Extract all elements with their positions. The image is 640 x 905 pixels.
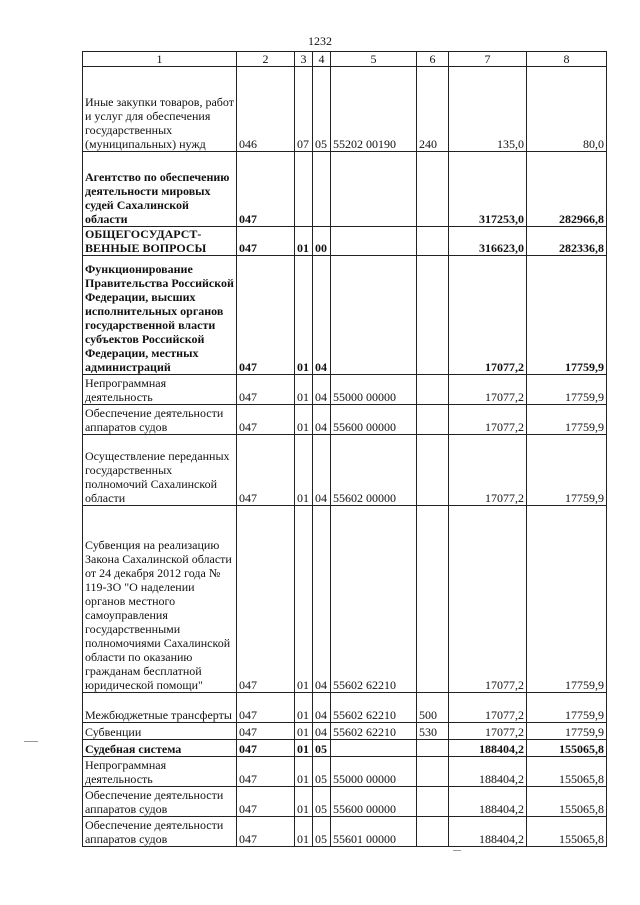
target-article-code	[331, 256, 417, 375]
target-article-code: 55602 62210	[331, 506, 417, 693]
subsection-code: 00	[313, 227, 331, 256]
row-name: Непрограммная деятельность	[83, 757, 237, 787]
expense-type-code	[417, 757, 449, 787]
amount-year-1: 317253,0	[449, 152, 527, 227]
amount-year-2: 80,0	[527, 67, 607, 152]
ministry-code: 046	[237, 67, 295, 152]
ministry-code: 047	[237, 723, 295, 740]
table-row	[83, 435, 607, 506]
row-name: Непрограммная деятельность	[83, 375, 237, 405]
section-code: 01	[295, 506, 313, 693]
target-article-code: 55000 00000	[331, 375, 417, 405]
section-code: 01	[295, 740, 313, 757]
ministry-code: 047	[237, 757, 295, 787]
scan-mark	[453, 850, 461, 851]
target-article-code: 55600 00000	[331, 405, 417, 435]
amount-year-2: 155065,8	[527, 740, 607, 757]
row-name: ОБЩЕГОСУДАРСТ-ВЕННЫЕ ВОПРОСЫ	[83, 227, 237, 256]
ministry-code: 047	[237, 405, 295, 435]
subsection-code: 04	[313, 723, 331, 740]
amount-year-1: 188404,2	[449, 757, 527, 787]
table-row	[83, 757, 607, 787]
table-row	[83, 67, 607, 152]
subsection-code: 04	[313, 435, 331, 506]
amount-year-2: 155065,8	[527, 817, 607, 847]
subsection-code: 04	[313, 375, 331, 405]
column-number: 6	[417, 52, 449, 67]
ministry-code: 047	[237, 227, 295, 256]
subsection-code: 05	[313, 757, 331, 787]
table-row	[83, 227, 607, 256]
subsection-code: 05	[313, 67, 331, 152]
table-row	[83, 693, 607, 723]
column-number: 5	[331, 52, 417, 67]
column-number: 2	[237, 52, 295, 67]
expense-type-code	[417, 787, 449, 817]
row-name: Иные закупки товаров, работ и услуг для обеспечения государственных (муниципальных) нужд	[83, 67, 237, 152]
target-article-code: 55202 00190	[331, 67, 417, 152]
ministry-code: 047	[237, 152, 295, 227]
section-code	[295, 152, 313, 227]
target-article-code: 55000 00000	[331, 757, 417, 787]
section-code: 01	[295, 757, 313, 787]
target-article-code	[331, 227, 417, 256]
ministry-code: 047	[237, 740, 295, 757]
amount-year-1: 188404,2	[449, 740, 527, 757]
row-name: Субвенции	[83, 723, 237, 740]
row-name: Осуществление переданных государственных полномочий Сахалинской области	[83, 435, 237, 506]
amount-year-1: 316623,0	[449, 227, 527, 256]
amount-year-1: 17077,2	[449, 435, 527, 506]
amount-year-1: 17077,2	[449, 693, 527, 723]
amount-year-1: 17077,2	[449, 723, 527, 740]
amount-year-1: 17077,2	[449, 256, 527, 375]
budget-table	[82, 51, 607, 847]
amount-year-2: 155065,8	[527, 787, 607, 817]
target-article-code	[331, 740, 417, 757]
section-code: 01	[295, 817, 313, 847]
expense-type-code: 500	[417, 693, 449, 723]
row-name: Субвенция на реализацию Закона Сахалинской области от 24 декабря 2012 года № 119-ЗО "О наделении органов местного самоуправления государственными полномочиями Сахалинской области по оказанию гражданам бесплатной юридической помощи"	[83, 506, 237, 693]
amount-year-1: 188404,2	[449, 787, 527, 817]
expense-type-code	[417, 405, 449, 435]
target-article-code	[331, 152, 417, 227]
amount-year-2: 17759,9	[527, 405, 607, 435]
section-code: 01	[295, 375, 313, 405]
column-number: 1	[83, 52, 237, 67]
table-row	[83, 787, 607, 817]
target-article-code: 55602 00000	[331, 435, 417, 506]
amount-year-1: 17077,2	[449, 375, 527, 405]
amount-year-1: 188404,2	[449, 817, 527, 847]
page-number: 1232	[308, 34, 332, 48]
table-row	[83, 152, 607, 227]
subsection-code: 04	[313, 256, 331, 375]
subsection-code: 04	[313, 506, 331, 693]
table-row	[83, 405, 607, 435]
section-code: 01	[295, 405, 313, 435]
scan-mark	[24, 741, 38, 742]
ministry-code: 047	[237, 256, 295, 375]
ministry-code: 047	[237, 375, 295, 405]
amount-year-2: 17759,9	[527, 506, 607, 693]
table-row	[83, 256, 607, 375]
column-number: 7	[449, 52, 527, 67]
row-name: Обеспечение деятельности аппаратов судов	[83, 817, 237, 847]
target-article-code: 55602 62210	[331, 693, 417, 723]
section-code: 01	[295, 693, 313, 723]
table-row	[83, 740, 607, 757]
ministry-code: 047	[237, 817, 295, 847]
column-number: 8	[527, 52, 607, 67]
row-name: Функционирование Правительства Российской Федерации, высших исполнительных органов государственной власти субъектов Российской Федерации, местных администраций	[83, 256, 237, 375]
subsection-code	[313, 152, 331, 227]
ministry-code: 047	[237, 693, 295, 723]
amount-year-2: 17759,9	[527, 375, 607, 405]
amount-year-2: 17759,9	[527, 256, 607, 375]
amount-year-2: 17759,9	[527, 435, 607, 506]
ministry-code: 047	[237, 506, 295, 693]
row-name: Межбюджетные трансферты	[83, 693, 237, 723]
amount-year-2: 155065,8	[527, 757, 607, 787]
section-code: 01	[295, 723, 313, 740]
ministry-code: 047	[237, 435, 295, 506]
section-code: 01	[295, 227, 313, 256]
table-body	[83, 52, 607, 847]
column-number: 3	[295, 52, 313, 67]
table-row	[83, 506, 607, 693]
amount-year-2: 282336,8	[527, 227, 607, 256]
subsection-code: 04	[313, 693, 331, 723]
expense-type-code	[417, 817, 449, 847]
subsection-code: 05	[313, 740, 331, 757]
expense-type-code: 530	[417, 723, 449, 740]
expense-type-code	[417, 506, 449, 693]
target-article-code: 55600 00000	[331, 787, 417, 817]
expense-type-code	[417, 256, 449, 375]
amount-year-1: 17077,2	[449, 405, 527, 435]
amount-year-1: 135,0	[449, 67, 527, 152]
section-code: 01	[295, 256, 313, 375]
row-name: Агентство по обеспечению деятельности мировых судей Сахалинской области	[83, 152, 237, 227]
expense-type-code	[417, 740, 449, 757]
section-code: 01	[295, 787, 313, 817]
column-number-header-row	[83, 52, 607, 67]
column-number: 4	[313, 52, 331, 67]
amount-year-2: 17759,9	[527, 723, 607, 740]
row-name: Обеспечение деятельности аппаратов судов	[83, 405, 237, 435]
table-row	[83, 723, 607, 740]
expense-type-code	[417, 435, 449, 506]
amount-year-2: 17759,9	[527, 693, 607, 723]
amount-year-2: 282966,8	[527, 152, 607, 227]
amount-year-1: 17077,2	[449, 506, 527, 693]
table-row	[83, 817, 607, 847]
row-name: Обеспечение деятельности аппаратов судов	[83, 787, 237, 817]
subsection-code: 04	[313, 405, 331, 435]
subsection-code: 05	[313, 817, 331, 847]
expense-type-code	[417, 375, 449, 405]
table-row	[83, 375, 607, 405]
section-code: 07	[295, 67, 313, 152]
section-code: 01	[295, 435, 313, 506]
ministry-code: 047	[237, 787, 295, 817]
target-article-code: 55601 00000	[331, 817, 417, 847]
expense-type-code	[417, 152, 449, 227]
expense-type-code: 240	[417, 67, 449, 152]
row-name: Судебная система	[83, 740, 237, 757]
expense-type-code	[417, 227, 449, 256]
subsection-code: 05	[313, 787, 331, 817]
target-article-code: 55602 62210	[331, 723, 417, 740]
